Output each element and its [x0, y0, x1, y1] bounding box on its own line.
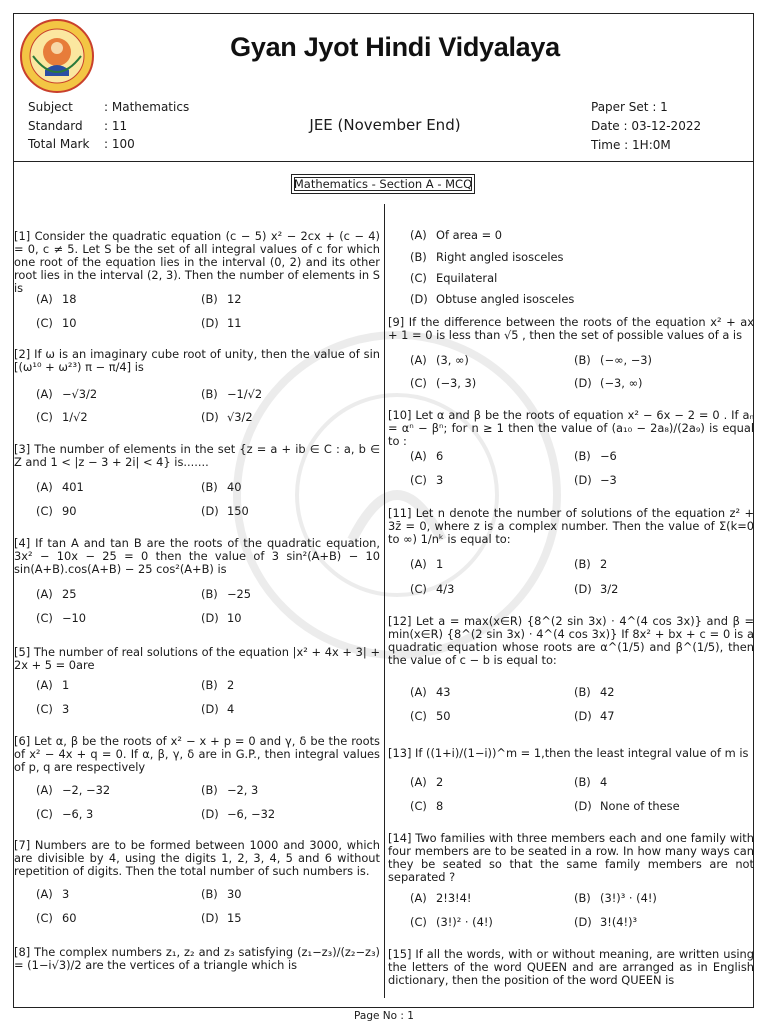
exam-title: JEE (November End) — [309, 116, 461, 134]
exam-time: Time : 1H:0M — [591, 138, 671, 152]
option-b[interactable]: (B) −2, 3 — [201, 783, 259, 797]
option-c[interactable]: (C) (3!)² · (4!) — [410, 915, 493, 929]
header-divider — [14, 161, 754, 162]
school-name: Gyan Jyot Hindi Vidyalaya — [230, 32, 560, 62]
standard-label: Standard — [28, 118, 83, 133]
question-number: [2] — [14, 347, 31, 361]
option-b[interactable]: (B) 12 — [201, 292, 242, 306]
option-a[interactable]: (A) 18 — [36, 292, 77, 306]
option-a[interactable]: (A) 2 — [410, 775, 444, 789]
option-d[interactable]: (D) −3 — [574, 473, 617, 487]
question-text: If the difference between the roots of the equation x² + ax + 1 = 0 is less than √5 , then the set of possible values of a is — [388, 315, 755, 342]
question-text: The number of real solutions of the equation |x² + 4x + 3| + 2x + 5 = 0are — [14, 645, 380, 672]
option-b[interactable]: (B) 30 — [201, 887, 242, 901]
option-d[interactable]: (D) √3/2 — [201, 410, 253, 424]
option-d[interactable]: (D) 150 — [201, 504, 249, 518]
option-a[interactable]: (A) (3, ∞) — [410, 353, 469, 367]
option-d[interactable]: (D) 10 — [201, 611, 242, 625]
question-number: [14] — [388, 831, 412, 845]
paper-set: Paper Set : 1 — [591, 100, 668, 114]
exam-meta-left — [28, 98, 189, 154]
question-text: Let α, β be the roots of x² − x + p = 0 and γ, δ be the roots of x² − 4x + q = 0. If α, β, γ, δ are in G.P., then integral values of p, q are respectively — [14, 734, 380, 774]
option-c[interactable]: (C) 4/3 — [410, 582, 455, 596]
option-c[interactable]: (C) 1/√2 — [36, 410, 88, 424]
question-12 — [388, 615, 754, 667]
section-title: Mathematics - Section A - MCQ — [291, 174, 475, 194]
question-text: If ((1+i)/(1−i))^m = 1,then the least integral value of m is — [415, 746, 749, 760]
option-a[interactable]: (A) 1 — [36, 678, 70, 692]
question-4 — [14, 537, 380, 576]
option-c[interactable]: (C) −6, 3 — [36, 807, 94, 821]
option-a[interactable]: (A) 6 — [410, 449, 444, 463]
question-text: If ω is an imaginary cube root of unity, then the value of sin [(ω¹⁰ + ω²³) π − π/4] is — [14, 347, 380, 374]
question-3 — [14, 443, 380, 469]
option-d[interactable]: (D) Obtuse angled isosceles — [410, 292, 575, 306]
option-b[interactable]: (B) −6 — [574, 449, 617, 463]
option-d[interactable]: (D) 3!(4!)³ — [574, 915, 638, 929]
total-mark-label: Total Mark — [28, 137, 90, 151]
exam-meta-right — [591, 98, 701, 155]
page-number: Page No : 1 — [354, 1010, 414, 1022]
option-d[interactable]: (D) −6, −32 — [201, 807, 276, 821]
question-number: [13] — [388, 746, 412, 760]
question-number: [9] — [388, 315, 405, 329]
option-b[interactable]: (B) 2 — [574, 557, 608, 571]
question-number: [15] — [388, 947, 412, 961]
question-number: [8] — [14, 945, 31, 959]
question-1 — [14, 230, 380, 295]
question-5 — [14, 646, 380, 672]
option-a[interactable]: (A) 2!3!4! — [410, 891, 472, 905]
option-c[interactable]: (C) 10 — [36, 316, 77, 330]
option-c[interactable]: (C) 90 — [36, 504, 77, 518]
question-text: If tan A and tan B are the roots of the quadratic equation, 3x² − 10x − 25 = 0 then the value of 3 sin²(A+B) − 10 sin(A+B).cos(A+B) − 25 cos²(A+B) is — [14, 536, 380, 576]
option-c[interactable]: (C) (−3, 3) — [410, 376, 477, 390]
option-c[interactable]: (C) 3 — [36, 702, 70, 716]
question-7 — [14, 839, 380, 878]
option-b[interactable]: (B) (3!)³ · (4!) — [574, 891, 657, 905]
question-text: Consider the quadratic equation (c − 5) x² − 2cx + (c − 4) = 0, c ≠ 5. Let S be the set of all integral values of c for which one root of the equation lies in the interval (0, 2) and its other root lies in the interval (2, 3). Then the number of elements in S is — [14, 229, 380, 295]
question-number: [10] — [388, 408, 412, 422]
option-d[interactable]: (D) 47 — [574, 709, 615, 723]
standard-value: : 11 — [104, 118, 128, 133]
option-b[interactable]: (B) 2 — [201, 678, 235, 692]
option-c[interactable]: (C) −10 — [36, 611, 87, 625]
option-a[interactable]: (A) 25 — [36, 587, 77, 601]
question-8 — [14, 946, 380, 972]
option-a[interactable]: (A) 401 — [36, 480, 84, 494]
option-a[interactable]: (A) Of area = 0 — [410, 228, 503, 242]
question-number: [12] — [388, 614, 412, 628]
question-text: Numbers are to be formed between 1000 and 3000, which are divisible by 4, using the digits 1, 2, 3, 4, 5 and 6 without repetition of digits. Then the total number of such numbers is. — [14, 838, 380, 878]
question-text: The complex numbers z₁, z₂ and z₃ satisfying (z₁−z₃)/(z₂−z₃) = (1−i√3)/2 are the vertices of a triangle which is — [14, 945, 380, 972]
option-a[interactable]: (A) −√3/2 — [36, 387, 98, 401]
school-logo-icon — [19, 18, 95, 94]
question-text: Two families with three members each and one family with four members are to be seated in a row. In how many ways can they be seated so that the same family members are not separated ? — [388, 831, 754, 884]
question-number: [7] — [14, 838, 31, 852]
subject-label: Subject — [28, 100, 73, 114]
option-b[interactable]: (B) 4 — [574, 775, 608, 789]
option-d[interactable]: (D) 15 — [201, 911, 242, 925]
question-10 — [388, 409, 754, 448]
total-mark-value: : 100 — [104, 137, 135, 151]
question-text: If all the words, with or without meaning, are written using the letters of the word QUEEN and are arranged as in English dictionary, then the position of the word QUEEN is — [388, 947, 754, 987]
column-divider — [384, 204, 385, 998]
option-b[interactable]: (B) (−∞, −3) — [574, 353, 652, 367]
question-text: Let a = max(x∈R) {8^(2 sin 3x) · 4^(4 cos 3x)} and β = min(x∈R) {8^(2 sin 3x) · 4^(4 cos 3x)} If 8x² + bx + c = 0 is a quadratic equation whose roots are α^(1/5) and β^(1/5), then the value of c − b is equal to: — [388, 614, 754, 667]
question-14 — [388, 832, 754, 884]
subject-value: : Mathematics — [104, 100, 190, 114]
question-number: [6] — [14, 734, 31, 748]
option-d[interactable]: (D) 4 — [201, 702, 235, 716]
question-text: The number of elements in the set {z = a + ib ∈ C : a, b ∈ Z and 1 < |z − 3 + 2i| < 4} is....... — [14, 442, 380, 469]
option-c[interactable]: (C) 50 — [410, 709, 451, 723]
option-a[interactable]: (A) 43 — [410, 685, 451, 699]
question-15 — [388, 948, 754, 987]
question-number: [3] — [14, 442, 31, 456]
exam-date: Date : 03-12-2022 — [591, 119, 702, 133]
option-a[interactable]: (A) 1 — [410, 557, 444, 571]
option-c[interactable]: (C) 3 — [410, 473, 444, 487]
question-11 — [388, 507, 754, 546]
option-b[interactable]: (B) −25 — [201, 587, 252, 601]
option-a[interactable]: (A) −2, −32 — [36, 783, 111, 797]
option-d[interactable]: (D) 3/2 — [574, 582, 619, 596]
option-c[interactable]: (C) 8 — [410, 799, 444, 813]
question-number: [4] — [14, 536, 31, 550]
option-b[interactable]: (B) 40 — [201, 480, 242, 494]
option-d[interactable]: (D) 11 — [201, 316, 242, 330]
watermark-seal-icon — [232, 330, 562, 660]
option-c[interactable]: (C) 60 — [36, 911, 77, 925]
option-b[interactable]: (B) 42 — [574, 685, 615, 699]
option-c[interactable]: (C) Equilateral — [410, 271, 498, 285]
question-6 — [14, 735, 380, 774]
option-b[interactable]: (B) −1/√2 — [201, 387, 263, 401]
question-9 — [388, 316, 754, 342]
question-text: Let n denote the number of solutions of the equation z² + 3z̄ = 0, where z is a complex number. Then the value of Σ(k=0 to ∞) 1/nᵏ is equal to: — [388, 506, 754, 546]
option-d[interactable]: (D) None of these — [574, 799, 680, 813]
question-number: [11] — [388, 506, 412, 520]
question-number: [5] — [14, 645, 31, 659]
question-2 — [14, 348, 380, 374]
question-13 — [388, 747, 754, 760]
question-text: Let α and β be the roots of equation x² − 6x − 2 = 0 . If aₙ = αⁿ − βⁿ; for n ≥ 1 then the value of (a₁₀ − 2a₈)/(2a₉) is equal to : — [388, 408, 755, 448]
option-d[interactable]: (D) (−3, ∞) — [574, 376, 643, 390]
question-number: [1] — [14, 229, 31, 243]
option-b[interactable]: (B) Right angled isosceles — [410, 250, 564, 264]
option-a[interactable]: (A) 3 — [36, 887, 70, 901]
